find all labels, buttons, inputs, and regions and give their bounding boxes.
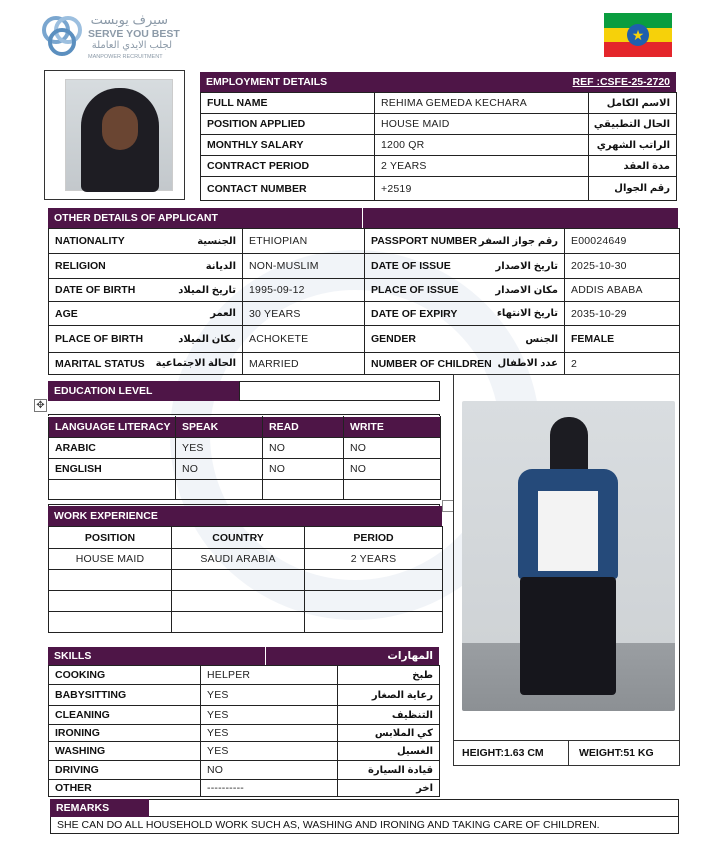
detail-value: 2	[565, 353, 680, 375]
empty-cell	[49, 480, 176, 500]
skill-label-arabic: التنظيف	[338, 706, 440, 725]
skill-row	[49, 725, 440, 742]
work-cell: 2 YEARS	[305, 549, 443, 570]
employment-label: MONTHLY SALARY	[201, 135, 375, 156]
skill-row	[49, 780, 440, 797]
detail-value: 1995-09-12	[243, 279, 365, 302]
detail-value: ETHIOPIAN	[243, 229, 365, 254]
employment-label-arabic: مدة العقد	[589, 156, 677, 177]
language-level: YES	[176, 438, 263, 459]
reference-number: REF :CSFE-25-2720	[572, 76, 670, 88]
detail-label: AGE	[55, 307, 78, 320]
detail-label: NATIONALITY	[55, 235, 125, 247]
skill-label: COOKING	[49, 666, 201, 685]
empty-cell	[176, 480, 263, 500]
language-column-header: WRITE	[344, 417, 441, 438]
full-body-photo	[462, 401, 675, 711]
detail-label-arabic: تاريخ الاصدار	[495, 260, 558, 272]
employment-label-arabic: الراتب الشهري	[589, 135, 677, 156]
employment-row	[201, 135, 677, 156]
empty-cell	[172, 570, 305, 591]
detail-label-cell	[365, 254, 565, 279]
detail-label-cell	[365, 353, 565, 375]
other-details-header	[48, 208, 679, 228]
empty-cell	[305, 591, 443, 612]
brand-arabic-sub: لجلب الايدي العاملة	[91, 40, 172, 51]
detail-label-arabic: تاريخ الميلاد	[178, 284, 236, 296]
other-details-row	[49, 326, 680, 353]
work-cell: SAUDI ARABIA	[172, 549, 305, 570]
work-column-header: COUNTRY	[172, 527, 305, 549]
language-level: NO	[344, 438, 441, 459]
skill-label-arabic: اخر	[338, 780, 440, 797]
empty-cell	[49, 570, 172, 591]
skill-row	[49, 761, 440, 780]
skill-label: BABYSITTING	[49, 685, 201, 706]
detail-label-arabic: تاريخ الانتهاء	[496, 308, 558, 319]
flag-star-icon: ★	[627, 24, 649, 46]
education-header: EDUCATION LEVEL	[48, 381, 239, 401]
language-name: ARABIC	[49, 438, 176, 459]
detail-label: RELIGION	[55, 260, 106, 272]
language-row	[49, 438, 441, 459]
skill-label: DRIVING	[49, 761, 201, 780]
employment-value: 2 YEARS	[375, 156, 589, 177]
empty-cell	[172, 612, 305, 633]
employment-label-arabic: الاسم الكامل	[589, 93, 677, 114]
detail-label-arabic: عدد الاطفال	[497, 358, 558, 369]
detail-value: MARRIED	[243, 353, 365, 375]
detail-value: 30 YEARS	[243, 302, 365, 326]
employment-row	[201, 93, 677, 114]
employment-label: CONTACT NUMBER	[201, 177, 375, 201]
empty-cell	[344, 480, 441, 500]
detail-label-cell	[49, 254, 243, 279]
work-row	[49, 549, 443, 570]
language-level: NO	[263, 438, 344, 459]
skill-value: YES	[201, 685, 338, 706]
empty-cell	[49, 591, 172, 612]
skill-value: YES	[201, 706, 338, 725]
empty-cell	[172, 591, 305, 612]
skill-label: CLEANING	[49, 706, 201, 725]
other-details-row	[49, 229, 680, 254]
detail-label: DATE OF ISSUE	[371, 260, 451, 272]
detail-value: FEMALE	[565, 326, 680, 353]
skill-label-arabic: رعاية الصغار	[338, 685, 440, 706]
employment-value: HOUSE MAID	[375, 114, 589, 135]
empty-cell	[305, 570, 443, 591]
portrait-photo-frame	[44, 70, 185, 200]
empty-cell	[263, 480, 344, 500]
other-details-table	[48, 228, 680, 375]
skill-row	[49, 706, 440, 725]
employment-row	[201, 177, 677, 201]
language-column-header: LANGUAGE LITERACY	[49, 417, 176, 438]
empty-cell	[49, 612, 172, 633]
other-details-row	[49, 353, 680, 375]
detail-label-cell	[365, 229, 565, 254]
skills-title-arabic: المهارات	[387, 650, 433, 662]
company-logo	[40, 12, 180, 64]
detail-value: 2035-10-29	[565, 302, 680, 326]
work-column-header: PERIOD	[305, 527, 443, 549]
detail-label-cell	[365, 326, 565, 353]
detail-label-arabic: الجنسية	[197, 235, 236, 247]
skill-label-arabic: كي الملابس	[338, 725, 440, 742]
brand-arabic: سيرف يوبست	[90, 12, 168, 27]
employment-table	[200, 92, 677, 201]
other-details-row	[49, 279, 680, 302]
work-experience-table	[48, 526, 443, 633]
employment-label-arabic: الحال التطبيقي	[589, 114, 677, 135]
detail-label-arabic: الديانة	[205, 260, 236, 272]
ethiopia-flag	[604, 13, 672, 57]
language-level: NO	[344, 459, 441, 480]
skill-label: OTHER	[49, 780, 201, 797]
detail-label: PLACE OF ISSUE	[371, 284, 459, 296]
skill-value: ----------	[201, 780, 338, 797]
skill-label: IRONING	[49, 725, 201, 742]
education-value	[239, 381, 440, 401]
detail-value: ADDIS ABABA	[565, 279, 680, 302]
height-value: HEIGHT:1.63 CM	[454, 741, 569, 765]
portrait-photo	[65, 79, 173, 191]
skill-row	[49, 742, 440, 761]
skill-row	[49, 666, 440, 685]
detail-label-arabic: الحالة الاجتماعية	[155, 358, 236, 369]
employment-header	[200, 72, 676, 92]
detail-label-cell	[365, 279, 565, 302]
detail-label: PASSPORT NUMBER	[371, 235, 477, 247]
full-body-photo-frame	[453, 374, 680, 766]
detail-label: MARITAL STATUS	[55, 357, 145, 370]
language-name: ENGLISH	[49, 459, 176, 480]
detail-label-arabic: مكان الميلاد	[178, 333, 236, 345]
detail-label-arabic: الجنس	[525, 333, 558, 345]
work-cell: HOUSE MAID	[49, 549, 172, 570]
skill-value: HELPER	[201, 666, 338, 685]
language-column-header: SPEAK	[176, 417, 263, 438]
detail-value: 2025-10-30	[565, 254, 680, 279]
detail-label-cell	[49, 326, 243, 353]
move-handle-icon[interactable]: ✥	[34, 399, 47, 412]
employment-label: CONTRACT PERIOD	[201, 156, 375, 177]
detail-label-arabic: العمر	[210, 308, 236, 319]
other-details-title: OTHER DETAILS OF APPLICANT	[54, 212, 218, 224]
detail-label-cell	[365, 302, 565, 326]
work-experience-header: WORK EXPERIENCE	[48, 506, 442, 526]
detail-label-arabic: مكان الاصدار	[495, 284, 558, 296]
skill-label-arabic: الغسيل	[338, 742, 440, 761]
detail-value: ACHOKETE	[243, 326, 365, 353]
detail-label-cell	[49, 353, 243, 375]
other-details-row	[49, 254, 680, 279]
skill-value: YES	[201, 725, 338, 742]
employment-value: 1200 QR	[375, 135, 589, 156]
skill-value: NO	[201, 761, 338, 780]
employment-label: FULL NAME	[201, 93, 375, 114]
brand-sub: MANPOWER RECRUITMENT	[88, 54, 163, 60]
logo-knot-icon	[40, 12, 86, 62]
detail-label-arabic: رقم جواز السفر	[478, 235, 558, 247]
employment-label-arabic: رقم الجوال	[589, 177, 677, 201]
employment-title: EMPLOYMENT DETAILS	[206, 76, 328, 88]
detail-label: DATE OF BIRTH	[55, 284, 136, 296]
skill-label-arabic: قيادة السيارة	[338, 761, 440, 780]
empty-cell	[305, 612, 443, 633]
detail-label-cell	[49, 302, 243, 326]
brand-english: SERVE YOU BEST	[88, 28, 180, 40]
detail-label: PLACE OF BIRTH	[55, 333, 144, 345]
employment-label: POSITION APPLIED	[201, 114, 375, 135]
skills-header	[48, 647, 439, 665]
skills-table	[48, 665, 440, 797]
skill-label: WASHING	[49, 742, 201, 761]
other-details-row	[49, 302, 680, 326]
language-level: NO	[176, 459, 263, 480]
skill-label-arabic: طبخ	[338, 666, 440, 685]
detail-label: DATE OF EXPIRY	[371, 307, 458, 320]
detail-label-cell	[49, 279, 243, 302]
weight-value: WEIGHT:51 KG	[579, 747, 654, 759]
employment-value: +2519	[375, 177, 589, 201]
skill-row	[49, 685, 440, 706]
skill-value: YES	[201, 742, 338, 761]
skills-title: SKILLS	[54, 650, 92, 662]
employment-value: REHIMA GEMEDA KECHARA	[375, 93, 589, 114]
detail-label-cell	[49, 229, 243, 254]
detail-value: E00024649	[565, 229, 680, 254]
language-table	[48, 416, 441, 500]
employment-row	[201, 114, 677, 135]
detail-label: NUMBER OF CHILDREN	[371, 357, 492, 370]
employment-row	[201, 156, 677, 177]
detail-value: NON-MUSLIM	[243, 254, 365, 279]
remarks-header: REMARKS	[50, 799, 149, 817]
work-column-header: POSITION	[49, 527, 172, 549]
detail-label: GENDER	[371, 333, 416, 345]
language-row	[49, 459, 441, 480]
language-column-header: READ	[263, 417, 344, 438]
language-level: NO	[263, 459, 344, 480]
remarks-text: SHE CAN DO ALL HOUSEHOLD WORK SUCH AS, WASHING AND IRONING AND TAKING CARE OF CHILDREN.	[50, 817, 679, 834]
